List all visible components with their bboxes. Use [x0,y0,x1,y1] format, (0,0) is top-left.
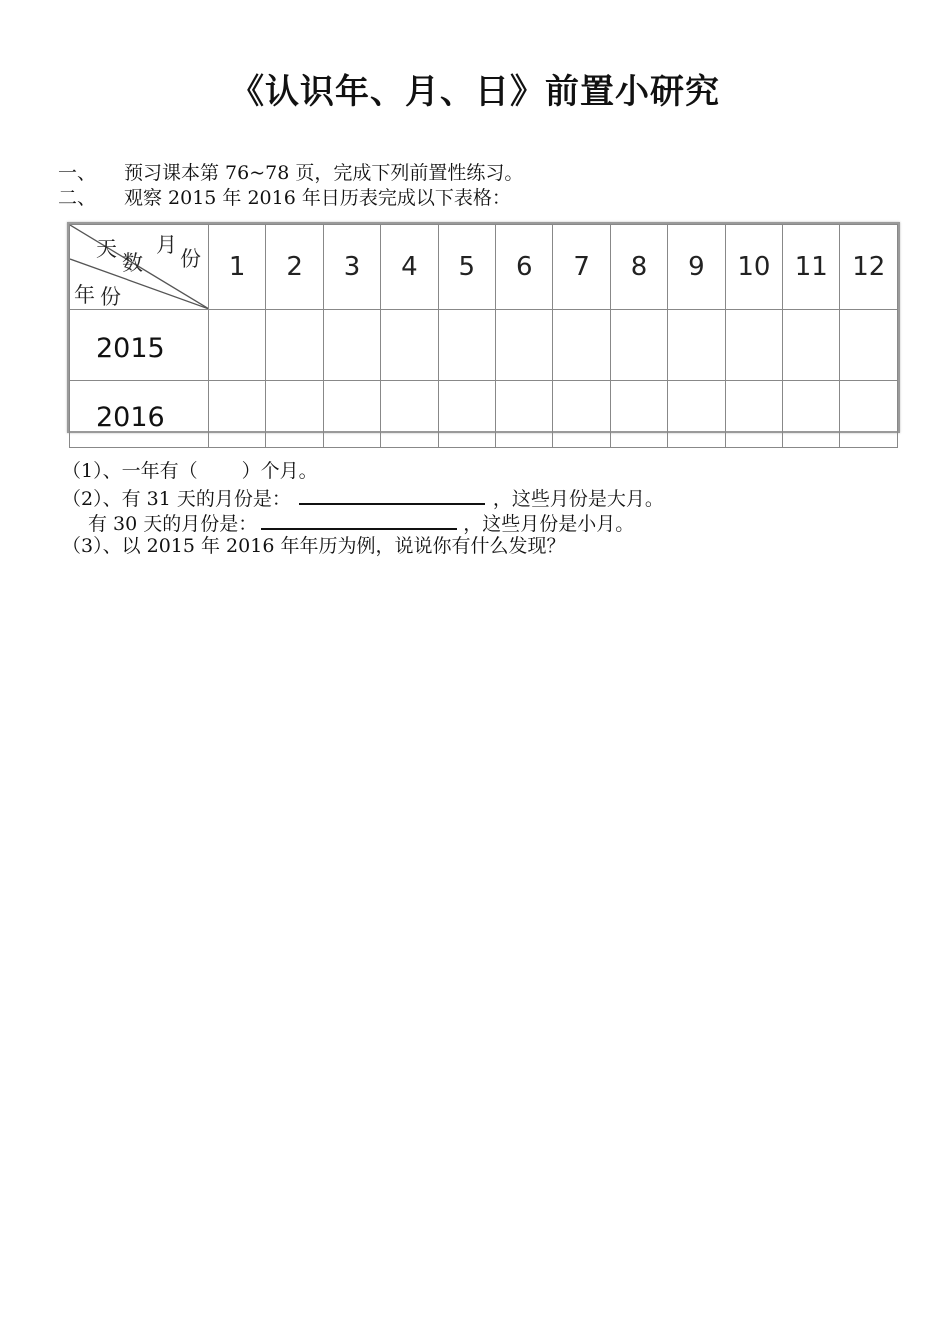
table-corner-cell [70,225,209,310]
corner-label-shu: 数 [122,251,143,275]
answer-cell[interactable] [496,381,553,448]
month-header: 10 [725,225,782,310]
answer-cell[interactable] [783,310,840,381]
month-header: 5 [438,225,495,310]
answer-cell[interactable] [209,310,266,381]
instruction-one-text: 预习课本第 76~78 页，完成下列前置性练习。 [124,162,524,184]
table-row-2016 [70,381,898,448]
year-label: 2016 [70,381,209,448]
question-2c-suffix: ，这些月份是小月。 [463,513,635,535]
answer-cell[interactable] [610,381,667,448]
question-3: （3）、以 2015 年 2016 年年历为例，说说你有什么发现？ [62,535,566,557]
answer-cell[interactable] [381,381,438,448]
answer-cell[interactable] [610,310,667,381]
month-header: 7 [553,225,610,310]
answer-cell[interactable] [840,381,898,448]
answer-cell[interactable] [381,310,438,381]
days-per-month-table [67,222,900,433]
answer-cell[interactable] [209,381,266,448]
question-2-suffix: ，这些月份是大月。 [492,488,664,510]
answer-cell[interactable] [553,310,610,381]
instruction-two-text: 观察 2015 年 2016 年日历表完成以下表格： [124,187,511,209]
answer-cell[interactable] [323,381,380,448]
month-header: 6 [496,225,553,310]
month-header: 2 [266,225,323,310]
question-2-prefix: （2）、有 31 天的月份是： [62,488,291,510]
question-1-prefix: （1）、一年有（ [62,460,198,482]
answer-cell[interactable] [725,310,782,381]
question-1-suffix: ）个月。 [241,460,318,482]
instruction-one [58,161,523,186]
answer-cell[interactable] [438,310,495,381]
corner-label-fen-top: 份 [180,247,201,271]
month-header: 1 [209,225,266,310]
corner-label-fen-bottom: 份 [100,285,121,309]
question-2 [62,484,664,512]
question-1 [62,459,318,484]
answer-cell[interactable] [323,310,380,381]
month-header: 11 [783,225,840,310]
question-2c-answer-blank[interactable] [261,509,457,530]
answer-cell[interactable] [266,381,323,448]
table-header-row [70,225,898,310]
question-2-answer-blank[interactable] [299,484,485,505]
month-header: 8 [610,225,667,310]
answer-cell[interactable] [725,381,782,448]
answer-cell[interactable] [553,381,610,448]
answer-cell[interactable] [438,381,495,448]
question-2c-prefix: 有 30 天的月份是： [88,513,258,535]
answer-cell[interactable] [266,310,323,381]
month-header: 9 [668,225,725,310]
table-row-2015 [70,310,898,381]
question-2-continued [88,509,634,537]
corner-label-tian: 天 [96,237,117,261]
corner-label-yue: 月 [156,233,177,257]
instruction-one-number: 一、 [58,162,97,184]
answer-cell[interactable] [496,310,553,381]
answer-cell[interactable] [840,310,898,381]
month-header: 4 [381,225,438,310]
month-header: 12 [840,225,898,310]
answer-cell[interactable] [668,310,725,381]
corner-label-nian: 年 [74,283,95,307]
answer-cell[interactable] [783,381,840,448]
page-title: 《认识年、月、日》前置小研究 [230,72,720,112]
year-label: 2015 [70,310,209,381]
instruction-two-number: 二、 [58,187,97,209]
instruction-two [58,186,511,211]
answer-cell[interactable] [668,381,725,448]
month-header: 3 [323,225,380,310]
